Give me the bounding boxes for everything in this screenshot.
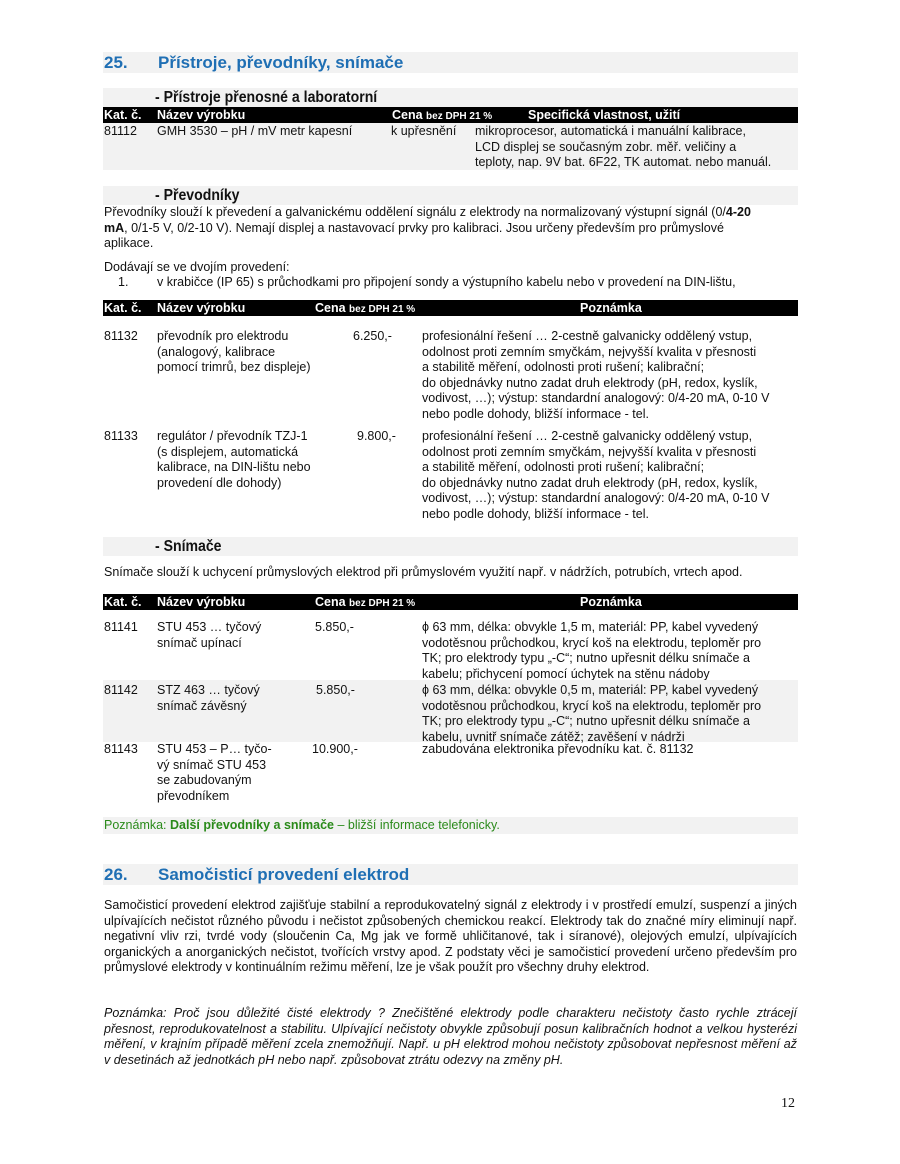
page-number: 12: [781, 1096, 795, 1111]
subsection-sensors-header: [103, 537, 798, 556]
row-nazev: STU 453 – P… tyčo- vý snímač STU 453 se zabudovaným převodníkem: [157, 742, 272, 803]
col-pozn: Poznámka: [580, 595, 642, 609]
list-number: 1.: [118, 275, 129, 289]
row-kat: 81141: [104, 620, 138, 634]
row-pozn: profesionální řešení … 2-cestně galvanicky oddělený vstup, odolnost proti zemním smyčkám, nejvyšší kvalita v přesnosti a stabilitě měření, odolnosti proti rušení; kalibrační; do objednávky nutno zadat druh elektrody (pH, redox, kyslík, vodivost, …); výstup: standardní analogový: 0/4-20 mA, 0-10 V nebo podle dohody, bližší informace - tel.: [422, 329, 770, 421]
section-26-title: Samočisticí provedení elektrod: [158, 865, 410, 884]
row-pozn: ϕ 63 mm, délka: obvykle 0,5 m, materiál: PP, kabel vyvedený vodotěsnou průchodkou, krycí koš na elektrodu, teploměr pro TK; pro elektrody typu „-C“; nutno upřesnit délku snímače a kabelu, uvnitř snímače zátěž; zavěšení v nádrži: [422, 683, 762, 744]
row-nazev: převodník pro elektrodu (analogový, kalibrace pomocí trimrů, bez displeje): [157, 329, 311, 374]
row-cena: k upřesnění: [391, 124, 457, 138]
col-spec: Specifická vlastnost, užití: [528, 108, 681, 122]
row-cena: 5.850,-: [315, 620, 354, 634]
section-26-note: Poznámka: Proč jsou důležité čisté elektrody ? Znečištěné elektrody podle charakteru nečistoty často rychle ztrácejí přesnost, reprodukovatelnost a stabilitu. Ulpívající nečistoty obvykle způsobují posun kalibračních hodnot a velkou hysterézi měření, v krajním případě měření zcela znemožňují. Např. u pH elektrod mohou nečistoty způsobovat nepřesnost měření až v desetinách až jednotkách pH nebo např. způsobovat ztrátu odezvy na změny pH.: [104, 1006, 797, 1067]
table-row: [103, 620, 798, 680]
col-cena: Cena bez DPH 21 %: [315, 301, 416, 315]
table-row: [103, 429, 798, 524]
row-kat: 81112: [104, 124, 137, 138]
col-kat: Kat. č.: [104, 595, 142, 609]
col-nazev: Název výrobku: [157, 595, 246, 609]
section-26-body: Samočisticí provedení elektrod zajišťuje stabilní a reprodukovatelný signál z elektrody i v prostředí emulzí, suspenzí a jiných ulpívajících nečistot různého původu i nečistot způsobených chemickou reakcí. Elektrody tak do značné míry eliminují např. negativní vliv rzi, tvrdé vody (sloučenin Ca, Mg jak ve formě uhličitanové, tak i síranové), olejových emulzí, ulpívajících organických a anorganických nečistot, tvořících vrstvy apod. Z podstaty věci je samočisticí provedení určeno především pro průmyslové elektrody v kontinuálním režimu měření, lze je však použít pro všechny druhy elektrod.: [104, 898, 797, 974]
col-kat: Kat. č.: [104, 108, 142, 122]
table-header-portable: [103, 107, 798, 123]
row-cena: 10.900,-: [312, 742, 358, 756]
section-25-number: 25.: [104, 53, 128, 72]
row-spec: mikroprocesor, automatická i manuální kalibrace, LCD displej se současným zobr. měř. veličiny a teploty, nap. 9V bat. 6F22, TK automat. nebo manuál.: [475, 124, 772, 169]
table-row: [103, 123, 798, 170]
sensors-note: Poznámka: Další převodníky a snímače – bližší informace telefonicky.: [103, 817, 798, 834]
subsection-portable-title: - Přístroje přenosné a laboratorní: [155, 89, 378, 106]
row-kat: 81133: [104, 429, 138, 443]
col-kat: Kat. č.: [104, 301, 142, 315]
row-kat: 81143: [104, 742, 138, 756]
table-header-converters: [103, 300, 798, 316]
row-pozn: ϕ 63 mm, délka: obvykle 1,5 m, materiál: PP, kabel vyvedený vodotěsnou průchodkou, krycí koš na elektrodu, teploměr pro TK; pro elektrody typu „-C“; nutno upřesnit délku snímače a kabelu; přichycení pomocí úchytek na stěnu nádoby: [422, 620, 762, 681]
row-nazev: GMH 3530 – pH / mV metr kapesní: [157, 124, 353, 138]
col-cena: Cena bez DPH 21 %: [392, 108, 493, 122]
section-26-number: 26.: [104, 865, 128, 884]
section-25-title: Přístroje, převodníky, snímače: [158, 53, 404, 72]
table-row: [103, 742, 798, 804]
section-25-header: [103, 52, 798, 73]
row-nazev: STU 453 … tyčový snímač upínací: [157, 620, 262, 650]
col-cena: Cena bez DPH 21 %: [315, 595, 416, 609]
row-pozn: zabudována elektronika převodníku kat. č. 81132: [422, 742, 694, 756]
col-pozn: Poznámka: [580, 301, 642, 315]
col-nazev: Název výrobku: [157, 301, 246, 315]
row-cena: 5.850,-: [316, 683, 355, 697]
row-nazev: STZ 463 … tyčový snímač závěsný: [157, 683, 260, 713]
converters-intro: Převodníky slouží k převedení a galvanickému oddělení signálu z elektrody na normalizovaný výstupní signál (0/4-20 mA, 0/1-5 V, 0/2-10 V). Nemají displej a nastavovací prvky pro kalibraci. Jsou určeny především pro průmyslové aplikace.: [104, 205, 751, 250]
row-cena: 6.250,-: [353, 329, 392, 343]
row-cena: 9.800,-: [357, 429, 396, 443]
subsection-converters-title: - Převodníky: [155, 187, 240, 204]
row-kat: 81142: [104, 683, 138, 697]
table-header-sensors: [103, 594, 798, 610]
row-pozn: profesionální řešení … 2-cestně galvanicky oddělený vstup, odolnost proti zemním smyčkám, nejvyšší kvalita v přesnosti a stabilitě měření, odolnosti proti rušení; kalibrační; do objednávky nutno zadat druh elektrody (pH, redox, kyslík, vodivost, …); výstup: standardní analogový: 0/4-20 mA, 0-10 V nebo podle dohody, bližší informace - tel.: [422, 429, 770, 521]
subsection-portable-header: [103, 88, 798, 107]
col-nazev: Název výrobku: [157, 108, 246, 122]
row-nazev: regulátor / převodník TZJ-1 (s displejem, automatická kalibrace, na DIN-lištu nebo provedení dle dohody): [157, 429, 311, 490]
subsection-converters-header: [103, 186, 798, 205]
converters-supply-text: Dodávají se ve dvojím provedení:: [104, 260, 290, 274]
table-row: [103, 329, 798, 424]
section-26-header: [103, 864, 798, 885]
sensors-intro: Snímače slouží k uchycení průmyslových elektrod při průmyslovém využití např. v nádržích, potrubích, vrtech apod.: [104, 565, 743, 579]
subsection-sensors-title: - Snímače: [155, 538, 222, 555]
list-item: v krabičce (IP 65) s průchodkami pro připojení sondy a výstupního kabelu nebo v provedení na DIN-lištu,: [157, 275, 736, 289]
table-row: [103, 680, 798, 742]
row-kat: 81132: [104, 329, 138, 343]
